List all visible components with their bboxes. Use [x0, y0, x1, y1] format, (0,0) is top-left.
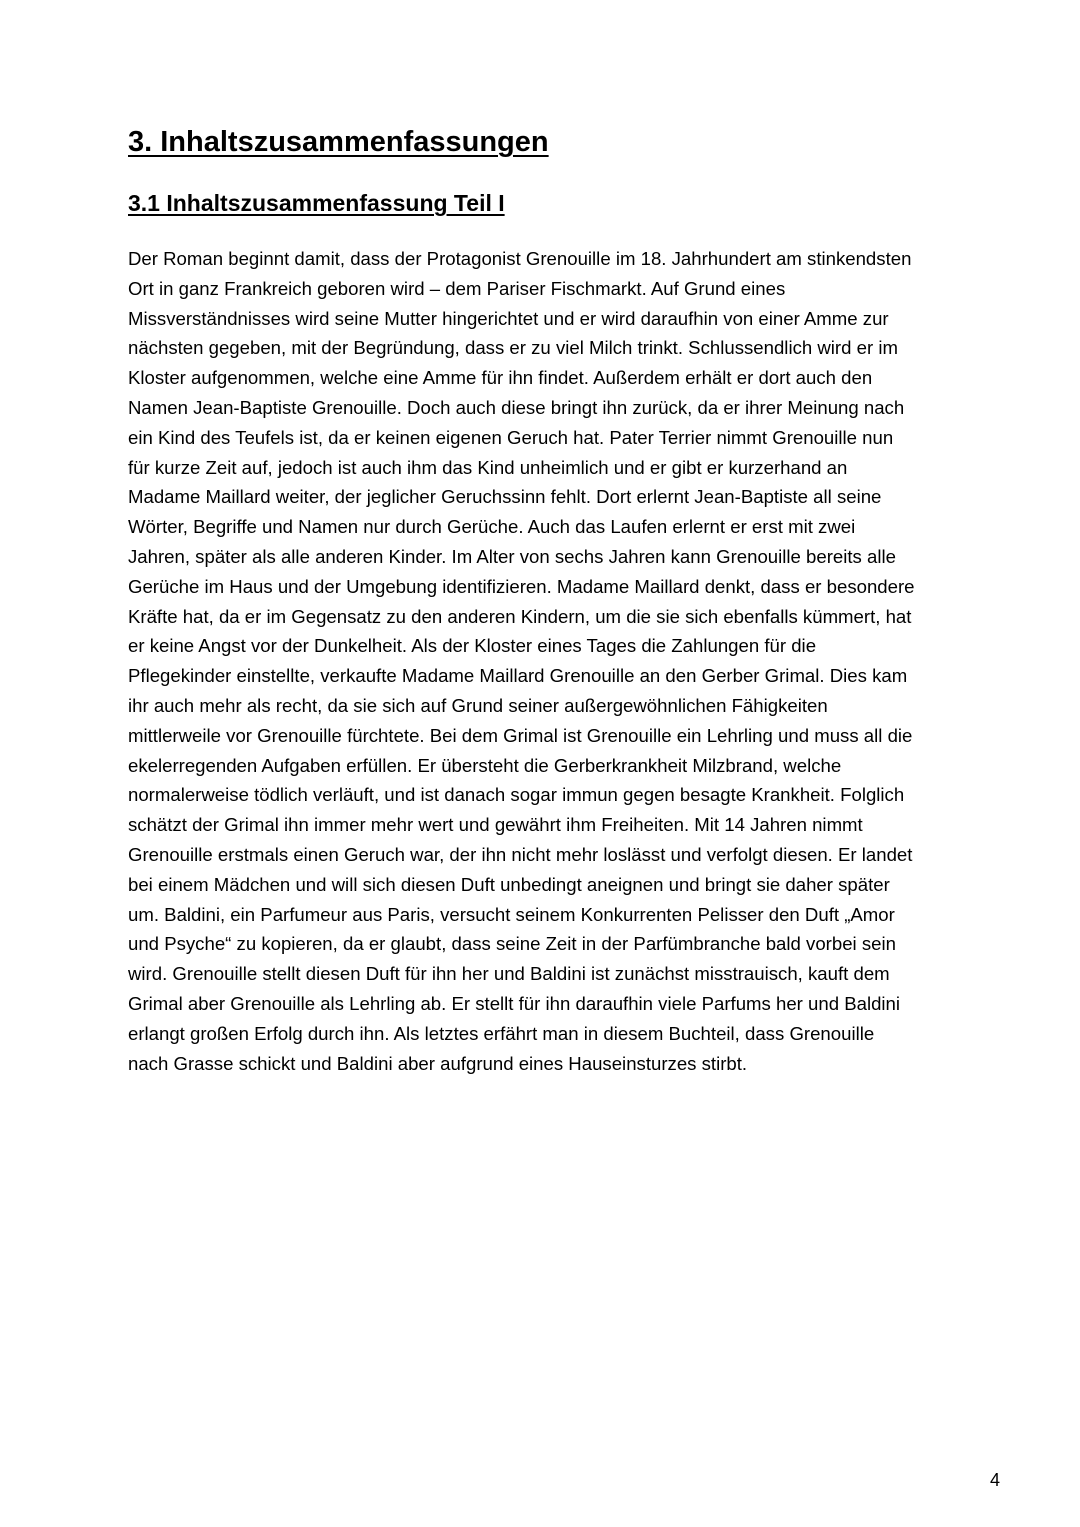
paragraph-line: Gerüche im Haus und der Umgebung identifizieren. Madame Maillard denkt, dass er besondere	[128, 575, 915, 597]
paragraph-line: Der Roman beginnt damit, dass der Protagonist Grenouille im 18. Jahrhundert am stinkendsten	[128, 248, 912, 269]
paragraph-line: Kräfte hat, da er im Gegensatz zu den anderen Kindern, um die sie sich ebenfalls kümmert, hat	[128, 605, 912, 627]
paragraph-line: Ort in ganz Frankreich geboren wird – dem Pariser Fischmarkt. Auf Grund eines	[128, 277, 786, 299]
paragraph-line: Kloster aufgenommen, welche eine Amme für ihn findet. Außerdem erhält er dort auch den	[128, 367, 873, 389]
paragraph-line: Jahren, später als alle anderen Kinder. Im Alter von sechs Jahren kann Grenouille bereits alle	[128, 545, 896, 567]
paragraph-line: ekelerregenden Aufgaben erfüllen. Er übersteht die Gerberkrankheit Milzbrand, welche	[128, 754, 842, 776]
paragraph-line: wird. Grenouille stellt diesen Duft für ihn her und Baldini ist zunächst misstrauisch, kauft dem	[128, 963, 890, 985]
subsection-heading: 3.1 Inhaltszusammenfassung Teil I	[128, 190, 505, 216]
paragraph-line: normalerweise tödlich verläuft, und ist danach sogar immun gegen besagte Krankheit. Folglich	[128, 784, 905, 806]
paragraph-line: ein Kind des Teufels ist, da er keinen eigenen Geruch hat. Pater Terrier nimmt Grenouille nun	[128, 426, 894, 448]
paragraph-line: schätzt der Grimal ihn immer mehr wert und gewährt ihm Freiheiten. Mit 14 Jahren nimmt	[128, 814, 863, 836]
paragraph-line: um. Baldini, ein Parfumeur aus Paris, versucht seinem Konkurrenten Pelisser den Duft „Amor	[128, 903, 895, 925]
page-number: 4	[990, 1470, 1001, 1490]
paragraph-line: Missverständnisses wird seine Mutter hingerichtet und er wird daraufhin von einer Amme zur	[128, 307, 889, 329]
paragraph-line: mittlerweile vor Grenouille fürchtete. Bei dem Grimal ist Grenouille ein Lehrling und muss all die	[128, 724, 913, 746]
paragraph-line: Grimal aber Grenouille als Lehrling ab. Er stellt für ihn daraufhin viele Parfums her und Baldini	[128, 992, 901, 1014]
paragraph-line: erlangt großen Erfolg durch ihn. Als letztes erfährt man in diesem Buchteil, dass Grenouille	[128, 1022, 875, 1044]
paragraph-line: ihr auch mehr als recht, da sie sich auf Grund seiner außergewöhnlichen Fähigkeiten	[128, 694, 828, 716]
paragraph-line: bei einem Mädchen und will sich diesen Duft unbedingt aneignen und bringt sie daher später	[128, 873, 890, 895]
paragraph-line: Grenouille erstmals einen Geruch war, der ihn nicht mehr loslässt und verfolgt diesen. Er landet	[128, 843, 913, 865]
paragraph-line: für kurze Zeit auf, jedoch ist auch ihm das Kind unheimlich und er gibt er kurzerhand an	[128, 456, 848, 478]
paragraph-line: Madame Maillard weiter, der jeglicher Geruchssinn fehlt. Dort erlernt Jean-Baptiste all seine	[128, 486, 882, 508]
paragraph-line: nach Grasse schickt und Baldini aber aufgrund eines Hauseinsturzes stirbt.	[128, 1052, 748, 1074]
paragraph-line: und Psyche“ zu kopieren, da er glaubt, dass seine Zeit in der Parfümbranche bald vorbei sein	[128, 933, 896, 955]
paragraph-line: Namen Jean-Baptiste Grenouille. Doch auch diese bringt ihn zurück, da er ihrer Meinung nach	[128, 396, 905, 418]
paragraph-line: nächsten gegeben, mit der Begründung, dass er zu viel Milch trinkt. Schlussendlich wird er im	[128, 337, 898, 359]
section-heading: 3. Inhaltszusammenfassungen	[128, 126, 549, 158]
paragraph-line: er keine Angst vor der Dunkelheit. Als der Kloster eines Tages die Zahlungen für die	[128, 635, 817, 657]
summary-paragraph	[128, 244, 988, 1078]
paragraph-line: Pflegekinder einstellte, verkaufte Madame Maillard Grenouille an den Gerber Grimal. Dies kam	[128, 665, 908, 687]
paragraph-line: Wörter, Begriffe und Namen nur durch Gerüche. Auch das Laufen erlernt er erst mit zwei	[128, 516, 856, 538]
